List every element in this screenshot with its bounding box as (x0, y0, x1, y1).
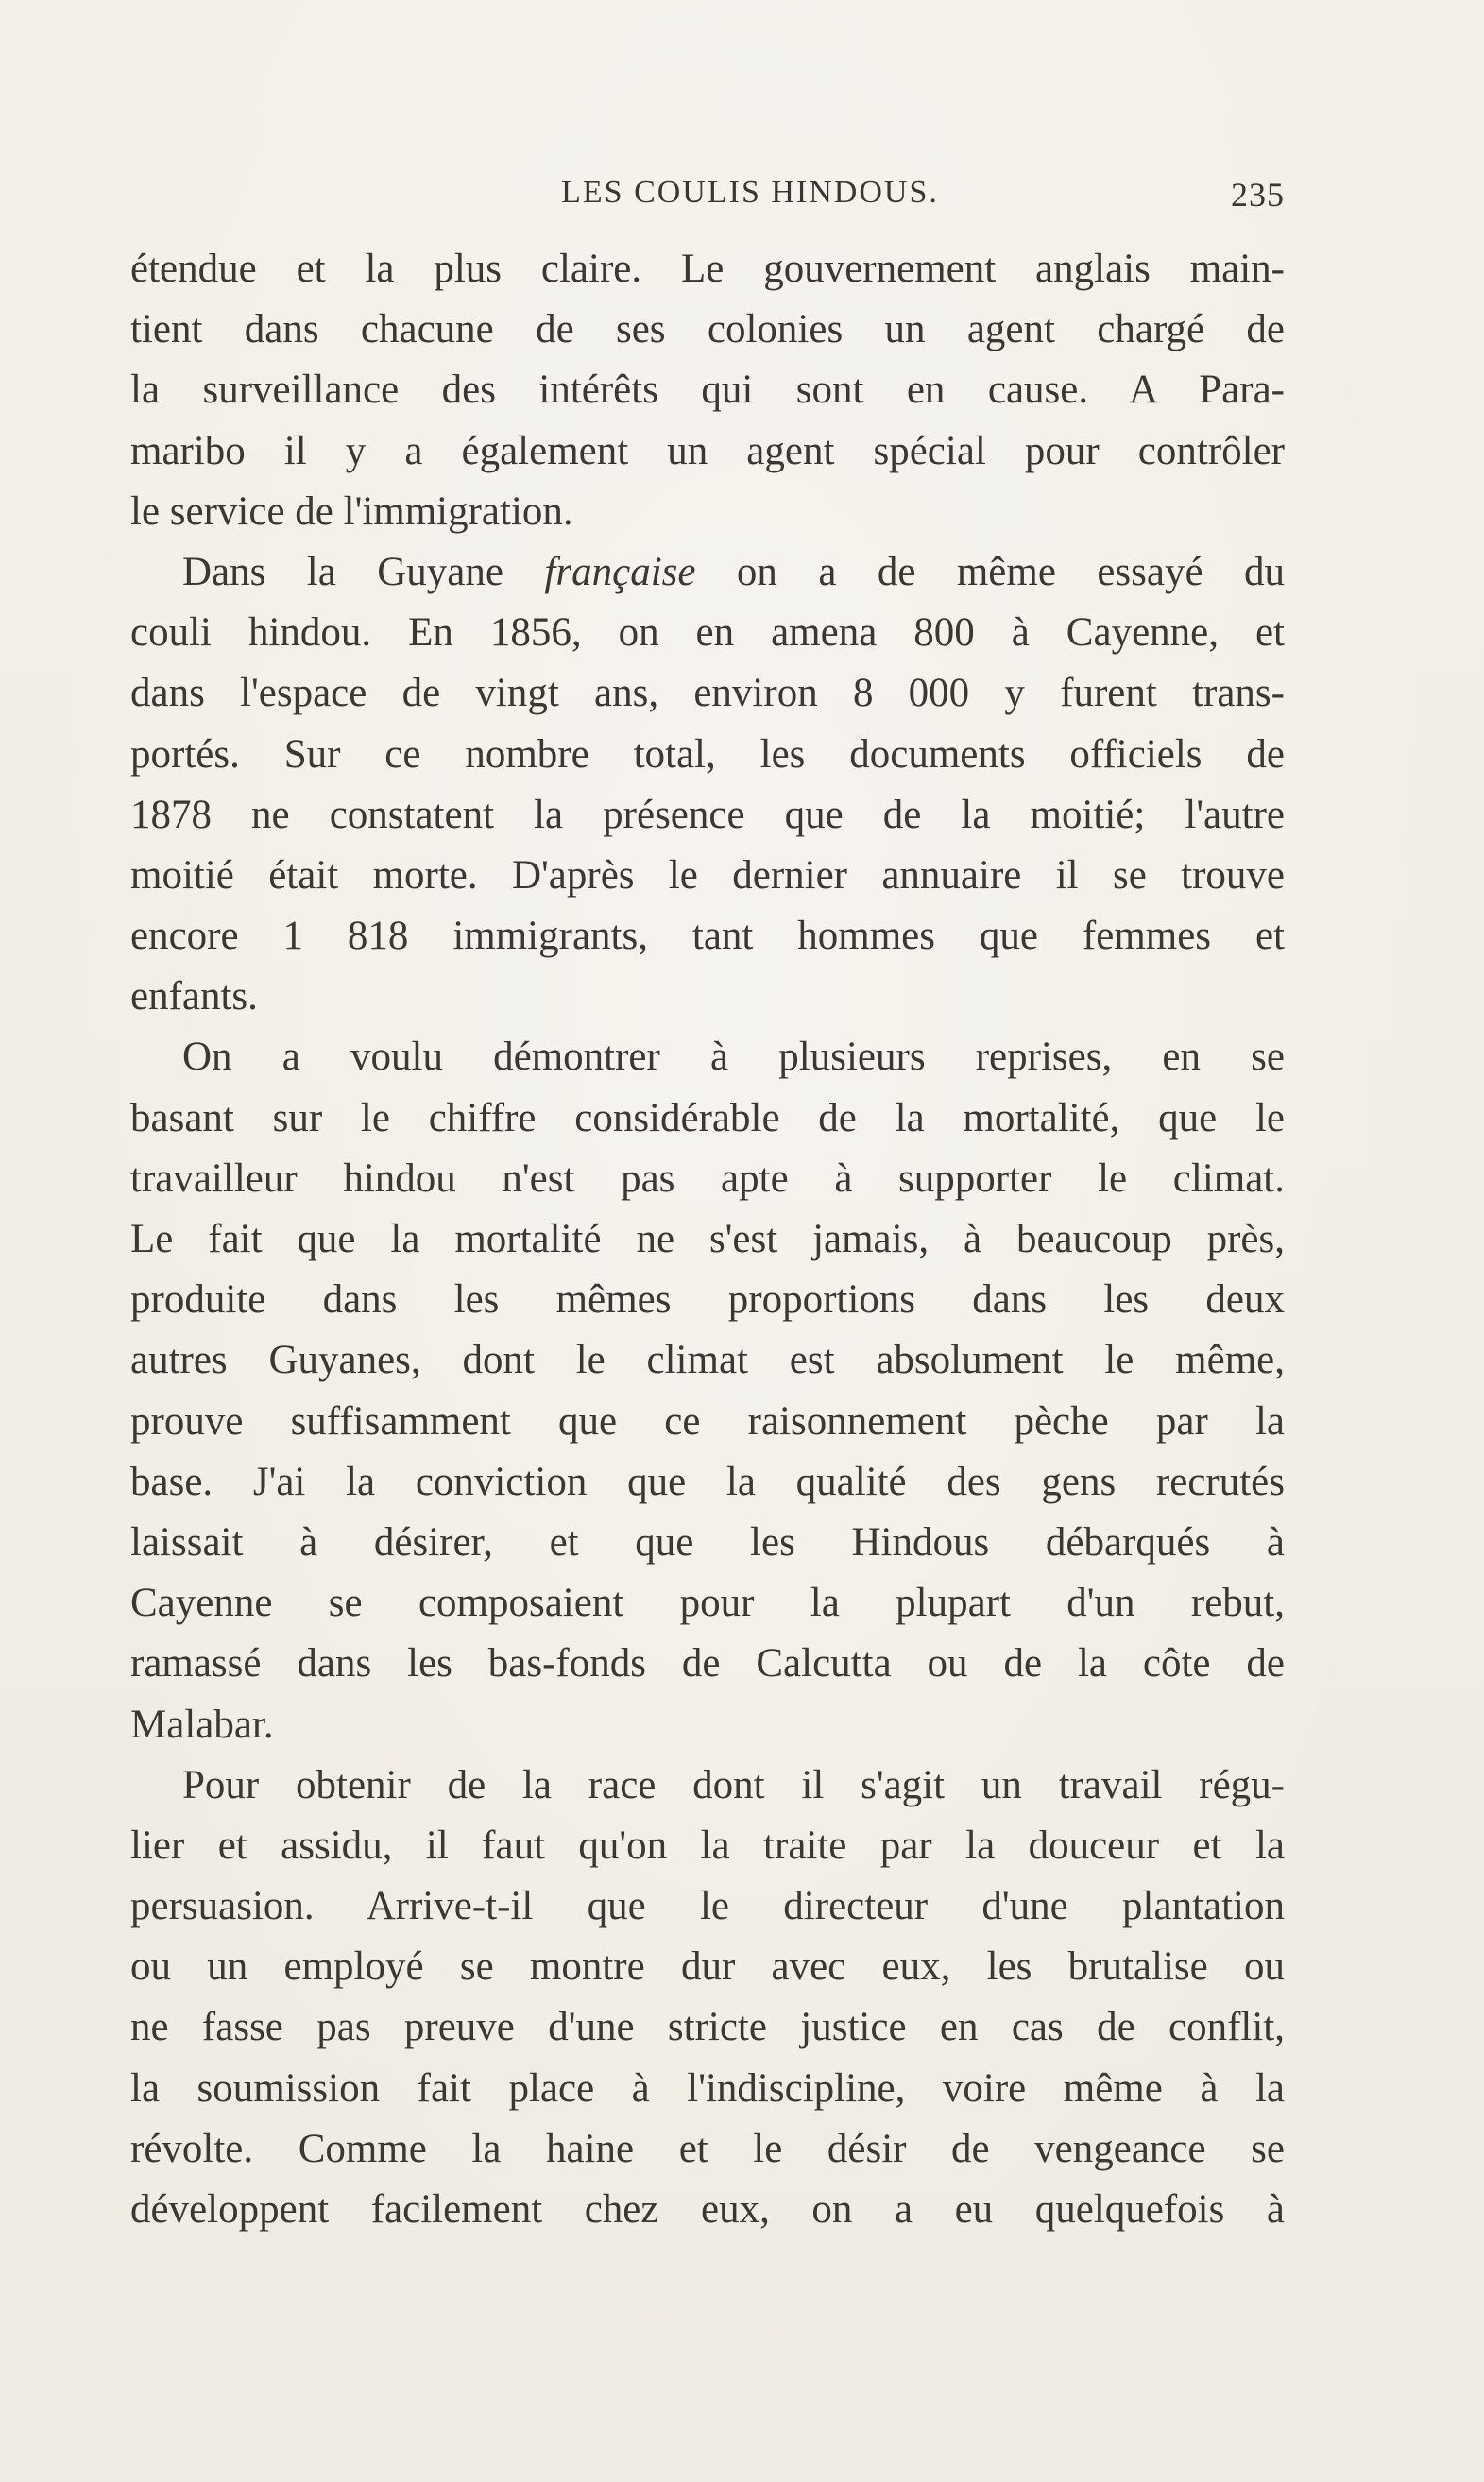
text-line: tient dans chacune de ses colonies un agent chargé de (130, 307, 1285, 352)
text-line: basant sur le chiffre considérable de la mortalité, que le (130, 1095, 1285, 1140)
paragraph-first-line: Pour obtenir de la race dont il s'agit un travail régu- (182, 1762, 1285, 1807)
text-run: Dans la Guyane (182, 549, 545, 594)
text-line: enfants. (130, 974, 258, 1019)
text-line: la soumission fait place à l'indiscipline, voire même à la (130, 2065, 1285, 2111)
text-line: étendue et la plus claire. Le gouvernement anglais main- (130, 247, 1285, 291)
running-head (130, 175, 1285, 222)
text-line: développent facilement chez eux, on a eu quelquefois à (130, 2187, 1285, 2232)
text-line: révolte. Comme la haine et le désir de vengeance se (130, 2126, 1285, 2171)
text-line: maribo il y a également un agent spécial pour contrôler (130, 428, 1285, 473)
text-line: couli hindou. En 1856, on en amena 800 à Cayenne, et (130, 610, 1285, 656)
text-line: autres Guyanes, dont le climat est absolument le même, (130, 1338, 1285, 1383)
italic-run: française (544, 549, 696, 594)
text-line: le service de l'immigration. (130, 488, 573, 534)
text-line: persuasion. Arrive-t-il que le directeur d'une plantation (130, 1884, 1285, 1929)
text-line: base. J'ai la conviction que la qualité des gens recrutés (130, 1459, 1285, 1504)
text-line: produite dans les mêmes proportions dans les deux (130, 1277, 1285, 1323)
text-line: Cayenne se composaient pour la plupart d'un rebut, (130, 1581, 1285, 1626)
text-line: Malabar. (130, 1702, 274, 1747)
text-line: ne fasse pas preuve d'une stricte justice en cas de conflit, (130, 2005, 1285, 2050)
text-line: lier et assidu, il faut qu'on la traite par la douceur et la (130, 1823, 1285, 1868)
text-line: portés. Sur ce nombre total, les documents officiels de (130, 731, 1285, 777)
text-run: on a de même essayé du (695, 549, 1285, 594)
page-number: 235 (1231, 176, 1285, 214)
text-line: travailleur hindou n'est pas apte à supporter le climat. (130, 1155, 1285, 1201)
paragraph-first-line (130, 542, 1285, 603)
paragraph-first-line: On a voulu démontrer à plusieurs reprises, en se (182, 1035, 1285, 1080)
body-text (130, 239, 1285, 2240)
text-line: laissait à désirer, et que les Hindous débarqués à (130, 1519, 1285, 1565)
text-line: 1878 ne constatent la présence que de la moitié; l'autre (130, 792, 1285, 837)
text-line: ramassé dans les bas-fonds de Calcutta ou de la côte de (130, 1641, 1285, 1686)
text-line: encore 1 818 immigrants, tant hommes que femmes et (130, 914, 1285, 959)
text-line: prouve suffisamment que ce raisonnement pèche par la (130, 1398, 1285, 1444)
running-title: LES COULIS HINDOUS. (561, 175, 939, 210)
text-line: ou un employé se montre dur avec eux, les brutalise ou (130, 1944, 1285, 1990)
text-line: dans l'espace de vingt ans, environ 8 000 y furent trans- (130, 671, 1285, 716)
text-line: la surveillance des intérêts qui sont en cause. A Para- (130, 368, 1285, 413)
text-line: moitié était morte. D'après le dernier annuaire il se trouve (130, 852, 1285, 898)
text-line: Le fait que la mortalité ne s'est jamais, à beaucoup près, (130, 1217, 1285, 1261)
